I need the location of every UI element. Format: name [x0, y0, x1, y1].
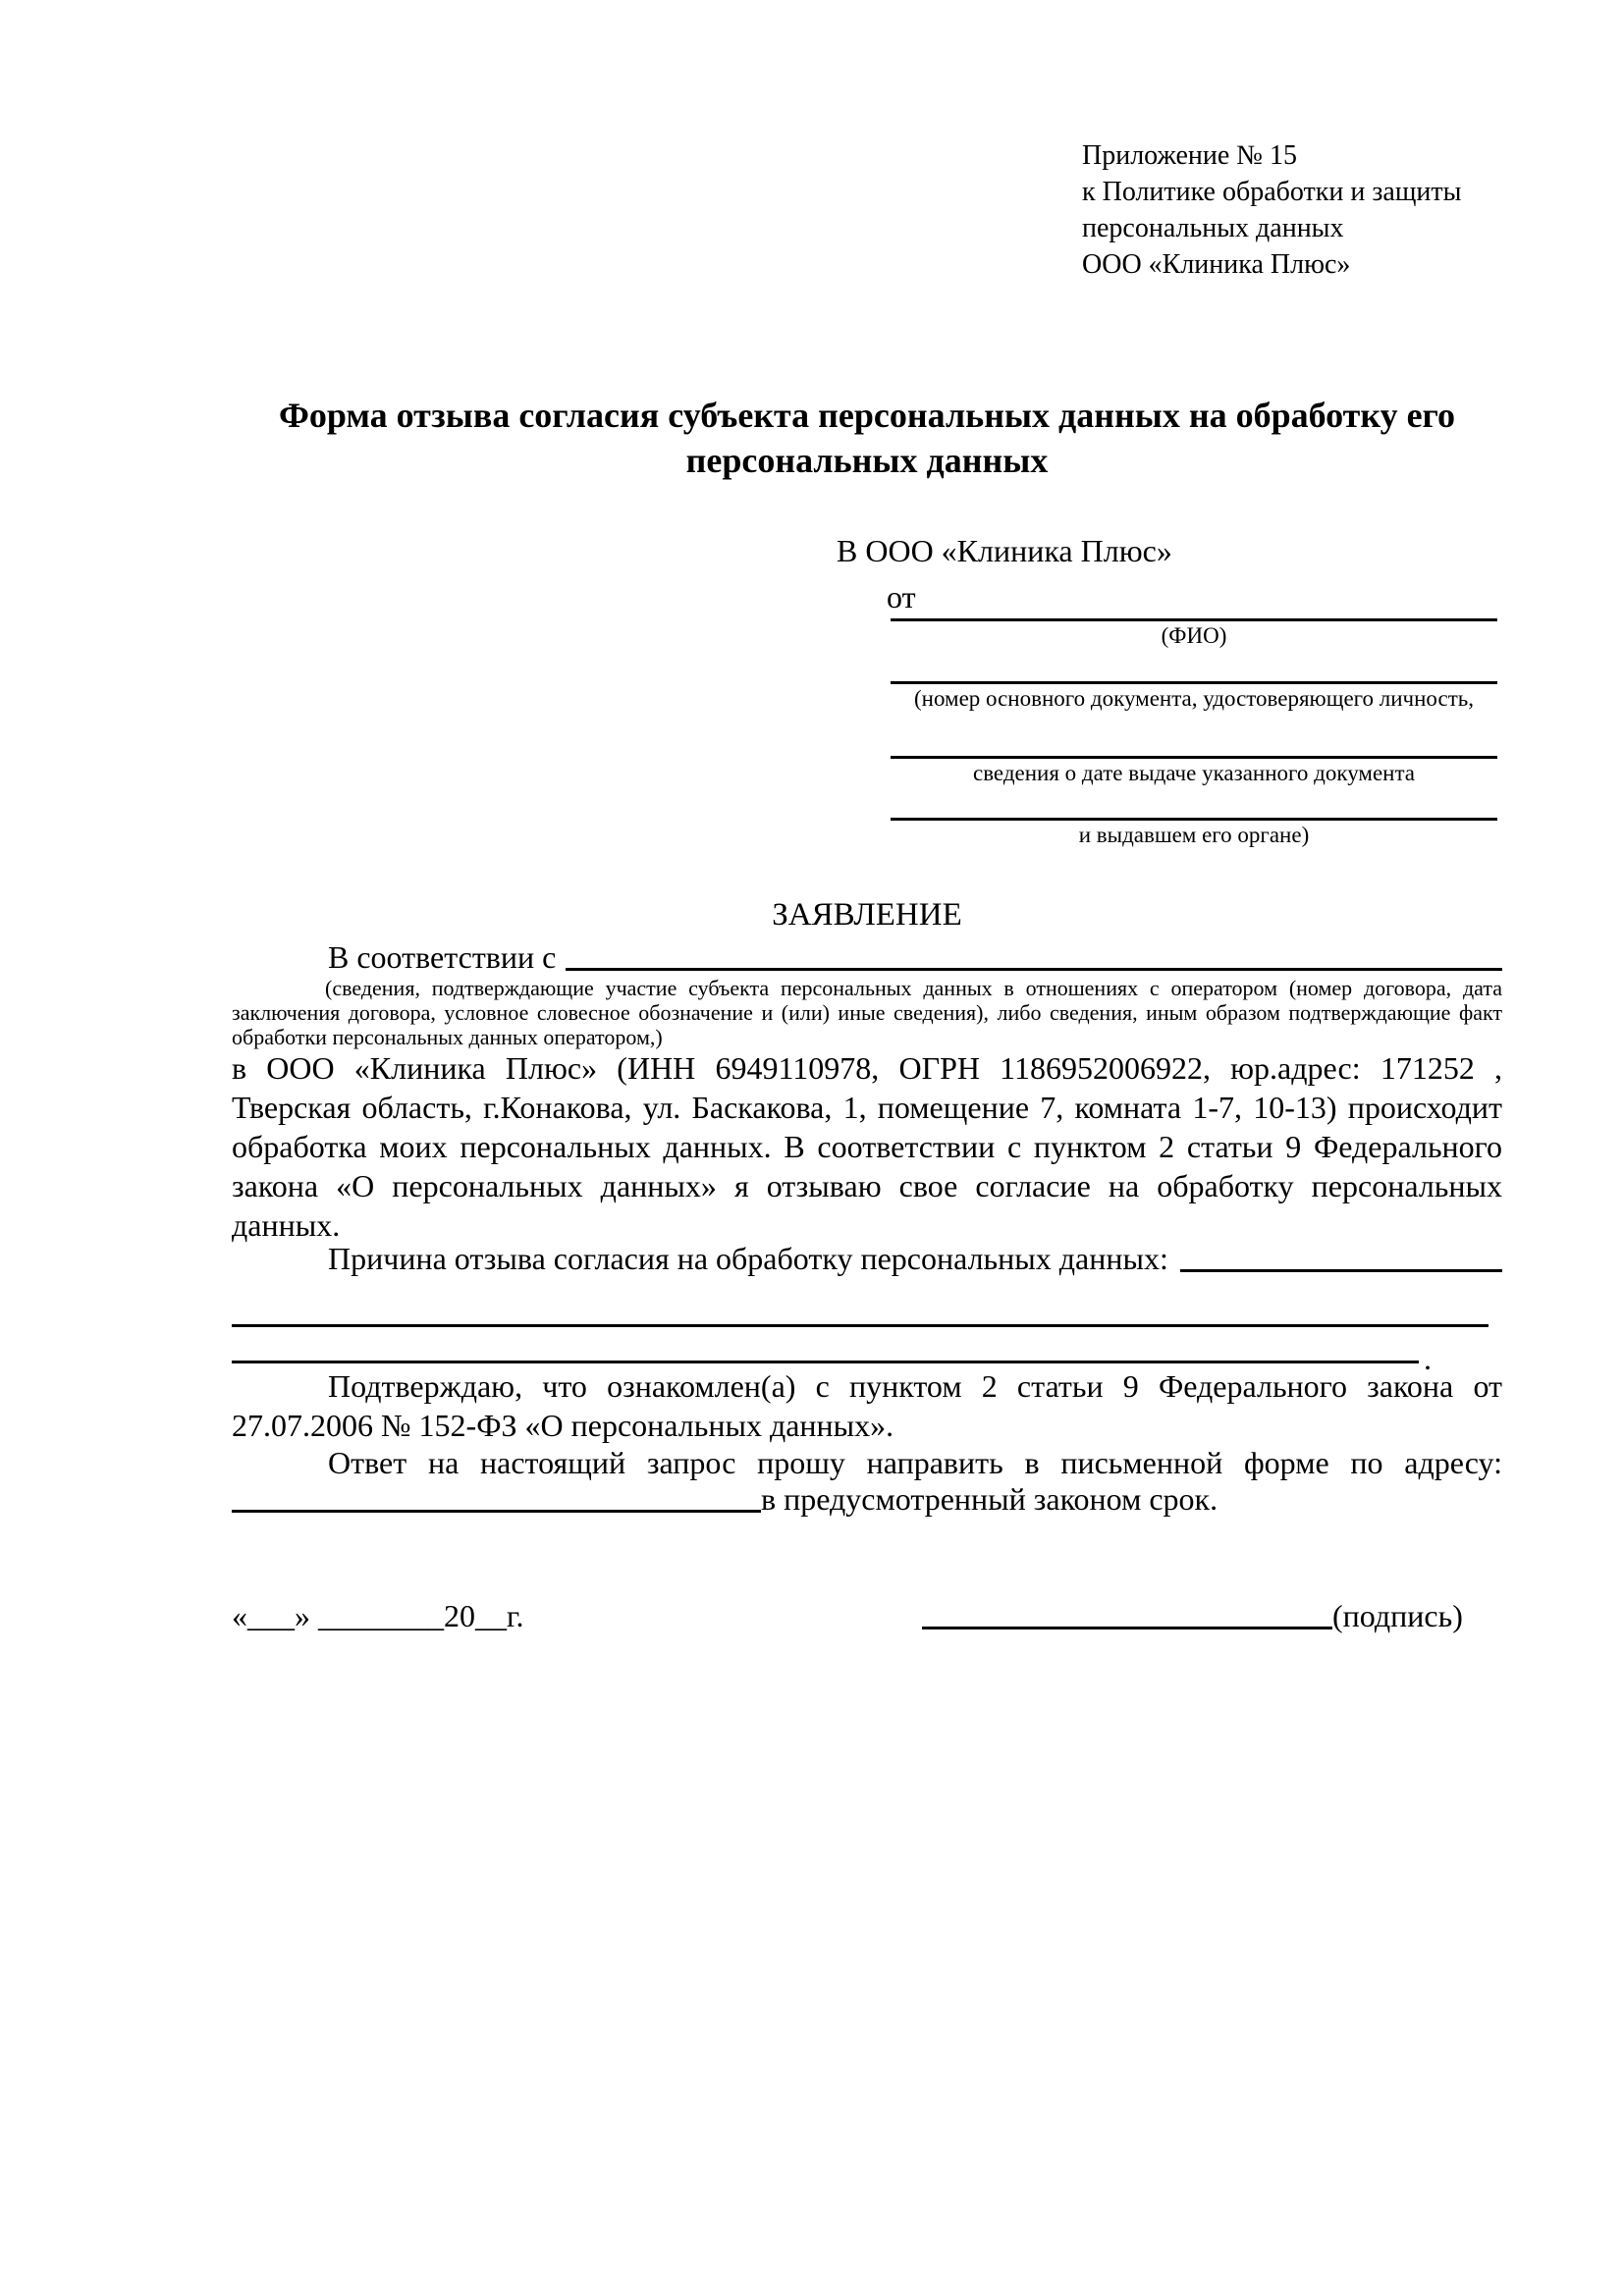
issue-date-blank-line[interactable] — [891, 756, 1497, 759]
header-note-line: Приложение № 15 — [1082, 140, 1297, 171]
reply-address-blank-line[interactable] — [232, 1510, 761, 1513]
intro-blank-line[interactable] — [566, 968, 1502, 971]
doc-number-caption: (номер основного документа, удостоверяющего личность, — [913, 686, 1474, 711]
issuer-caption: и выдавшем его органе) — [1078, 823, 1310, 847]
header-note — [1082, 137, 1461, 283]
reply-tail: в предусмотренный законом срок. — [761, 1481, 1218, 1517]
fio-blank-line[interactable] — [891, 618, 1497, 621]
header-note-line: персональных данных — [1082, 213, 1344, 243]
body-paragraph: в ООО «Клиника Плюс» (ИНН 6949110978, ОГРН 1186952006922, юр.адрес: 171252 , Тверская область, г.Конакова, ул. Баскакова, 1, помещение 7, комната 1-7, 10-13) происходит обработка моих персональных данных. В соответствии с пунктом 2 статьи 9 Федерального закона «О персональных данных» я отзываю свое согласие на обработку персональных данных. — [232, 1050, 1502, 1243]
intro-prefix: В соответствии с — [328, 939, 557, 975]
header-note-line: к Политике обработки и защиты — [1082, 177, 1462, 207]
reason-label: Причина отзыва согласия на обработку персональных данных: — [328, 1241, 1168, 1276]
issue-date-caption: сведения о дате выдаче указанного документа — [972, 761, 1416, 785]
signature-block — [922, 1596, 1463, 1635]
reason-line — [232, 1239, 1502, 1278]
reason-writing-line-2[interactable] — [232, 1361, 1419, 1363]
reply-address-line — [232, 1479, 1502, 1519]
issuer-blank-line[interactable] — [891, 818, 1497, 821]
statement-heading: ЗАЯВЛЕНИЕ — [772, 897, 962, 933]
sentence-period: . — [1424, 1341, 1432, 1376]
addressee-org: В ООО «Клиника Плюс» — [837, 533, 1172, 568]
date-blank[interactable]: «___» ________20__г. — [232, 1598, 524, 1633]
doc-number-blank-line[interactable] — [891, 681, 1497, 684]
reason-blank-line[interactable] — [1180, 1269, 1502, 1272]
reply-request-line: Ответ на настоящий запрос прошу направить в письменной форме по адресу: — [328, 1445, 1502, 1480]
intro-line — [232, 937, 1502, 977]
document-title: Форма отзыва согласия субъекта персональных данных на обработку его персональных данных — [278, 396, 1456, 480]
intro-note: (сведения, подтверждающие участие субъекта персональных данных в отношениях с оператором (номер договора, дата заключения договора, условное словесное обозначение и (или) иные сведения), либо сведения, иным образом подтверждающие факт обработки персональных данных оператором,) — [232, 976, 1502, 1049]
footer-row — [232, 1596, 1502, 1639]
signature-blank-line[interactable] — [922, 1627, 1332, 1629]
fio-caption: (ФИО) — [1161, 623, 1227, 648]
from-label: от — [887, 579, 916, 614]
signature-caption: (подпись) — [1332, 1598, 1463, 1633]
header-note-line: ООО «Клиника Плюс» — [1082, 249, 1351, 280]
confirm-paragraph: Подтверждаю, что ознакомлен(а) с пунктом 2 статьи 9 Федерального закона от 27.07.2006 № 152-ФЗ «О персональных данных». — [232, 1368, 1502, 1443]
reason-writing-line-1[interactable] — [232, 1324, 1489, 1327]
